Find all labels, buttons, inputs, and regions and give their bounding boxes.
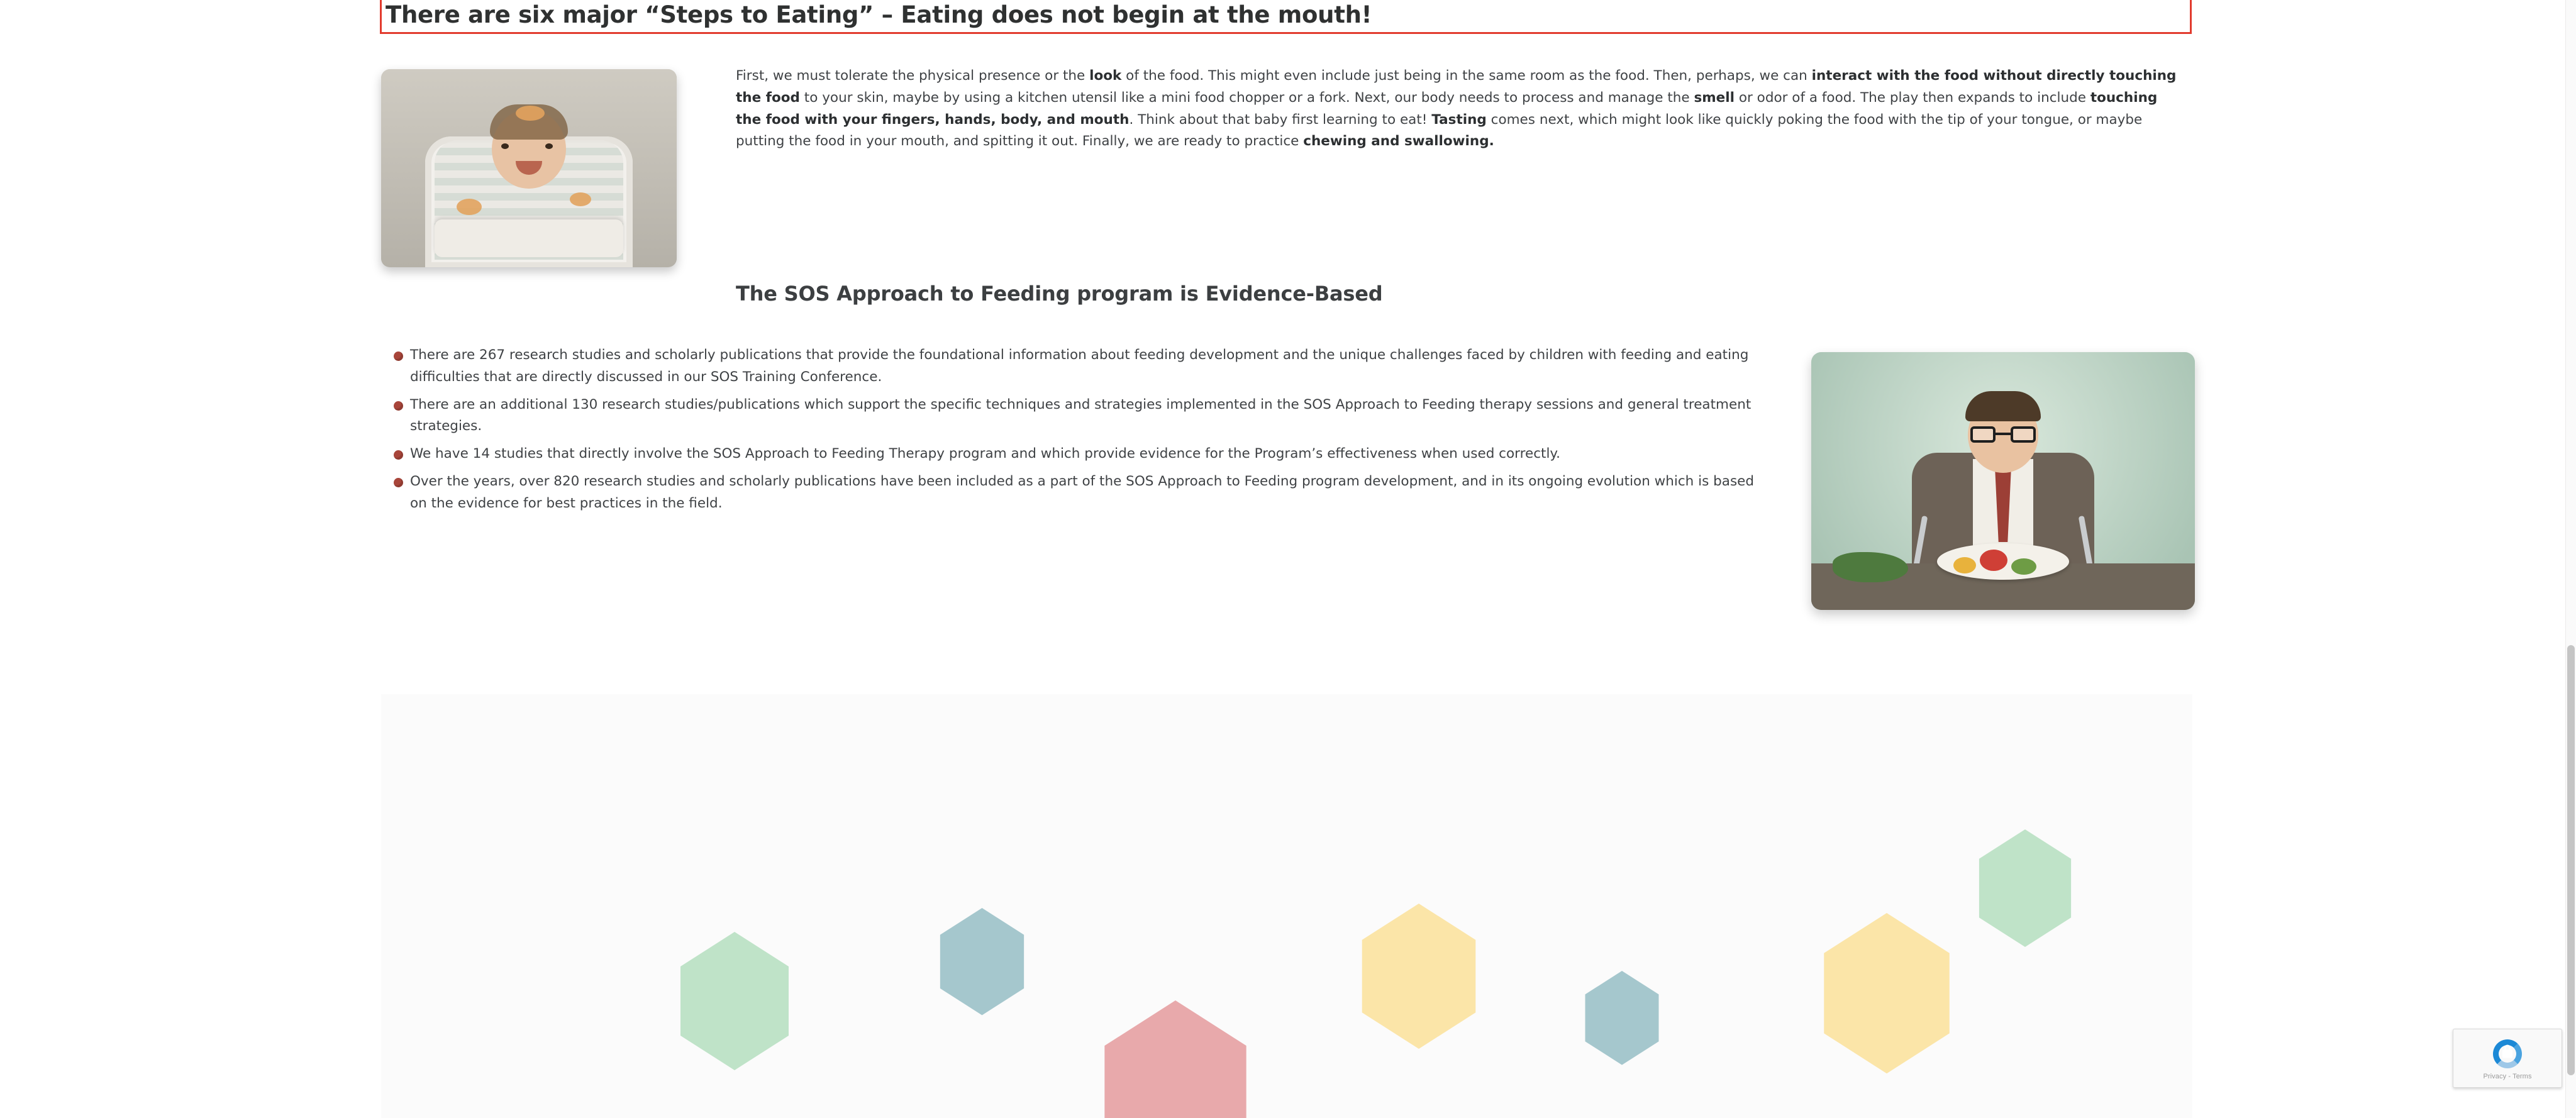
hex-pink-large	[1093, 1000, 1258, 1118]
intro-bold-phrase: interact with the food without directly touching the food	[736, 68, 2177, 106]
food-mess-2	[570, 192, 591, 206]
recaptcha-badge[interactable]	[2453, 1029, 2562, 1088]
baby-eye-left	[501, 143, 509, 149]
intro-bold-phrase: touching the food with your fingers, hands, body, and mouth	[736, 89, 2158, 128]
baby-photo	[381, 69, 677, 267]
intro-text: to your skin, maybe by using a kitchen utensil like a mini food chopper or a fork. Next, our body needs to process and manage the	[799, 89, 1694, 106]
hex-teal-small	[933, 908, 1031, 1016]
list-item-text: We have 14 studies that directly involve the SOS Approach to Feeding Therapy program and which provide evidence for the Program’s effectiveness when used correctly.	[410, 446, 1560, 462]
recaptcha-privacy-link[interactable]: Privacy	[2483, 1072, 2507, 1080]
list-item	[391, 443, 1762, 465]
tomato-shape	[1980, 550, 2007, 571]
intro-text: or odor of a food. The play then expands to include	[1735, 89, 2090, 106]
highchair-tray	[435, 219, 623, 257]
intro-bold-phrase: smell	[1694, 89, 1735, 106]
recaptcha-terms-link[interactable]: Terms	[2512, 1072, 2532, 1080]
decorative-hexagon-band	[381, 694, 2192, 1118]
section-subheading: The SOS Approach to Feeding program is Evidence-Based	[736, 282, 1383, 306]
intro-text: First, we must tolerate the physical presence or the	[736, 68, 1090, 84]
pepper-shape	[1953, 557, 1976, 573]
list-item	[391, 345, 1762, 389]
intro-bold-phrase: Tasting	[1431, 111, 1487, 128]
man-eating-photo	[1811, 352, 2195, 610]
man-hair	[1965, 391, 2041, 421]
list-item-text: There are 267 research studies and scholarly publications that provide the foundational information about feeding development and the unique challenges faced by children with feeding and eating difficulties that are directly discussed in our SOS Training Conference.	[410, 347, 1749, 385]
baby-eye-right	[545, 143, 553, 149]
intro-bold-phrase: look	[1089, 68, 1122, 84]
intro-text: comes next, which might look like quickly poking the food with the tip of your tongue, or maybe putting the food in your mouth, and spitting it out. Finally, we are ready to practice	[736, 111, 2143, 150]
list-item-text: There are an additional 130 research studies/publications which support the specific techniques and strategies implemented in the SOS Approach to Feeding therapy sessions and general treatment strategies.	[410, 396, 1752, 434]
evidence-bullet-list	[391, 345, 1762, 521]
food-mess-1	[457, 199, 482, 215]
intro-paragraph	[736, 65, 2182, 153]
bullet-dot-icon	[394, 401, 403, 411]
highlighted-heading-band	[380, 0, 2192, 34]
hex-teal-tiny	[1579, 971, 1665, 1065]
glasses-bridge	[1996, 433, 2011, 435]
hex-green-top	[1972, 829, 2079, 947]
glasses-lens-left	[1970, 426, 1996, 443]
list-item	[391, 394, 1762, 438]
page-scrollbar-thumb[interactable]	[2567, 645, 2575, 1075]
lock-icon	[2502, 1049, 2512, 1058]
recaptcha-separator: -	[2508, 1072, 2511, 1080]
bullet-dot-icon	[394, 450, 403, 460]
recaptcha-links[interactable]	[2483, 1073, 2531, 1080]
hex-yellow-right	[1814, 913, 1960, 1073]
list-item	[391, 471, 1762, 515]
lettuce-shape	[2011, 558, 2036, 575]
greens-shape	[1833, 552, 1908, 582]
intro-text: . Think about that baby first learning to eat!	[1129, 111, 1432, 128]
glasses-lens-right	[2011, 426, 2036, 443]
bullet-dot-icon	[394, 351, 403, 361]
recaptcha-logo-icon	[2490, 1037, 2524, 1071]
page-heading: There are six major “Steps to Eating” – Eating does not begin at the mouth!	[386, 1, 1372, 28]
glasses-icon	[1970, 426, 2036, 443]
list-item-text: Over the years, over 820 research studies and scholarly publications have been included as a part of the SOS Approach to Feeding program development, and in its ongoing evolution which is based on the evidence for best practices in the field.	[410, 473, 1755, 511]
intro-text: of the food. This might even include just being in the same room as the food. Then, perhaps, we can	[1121, 68, 1812, 84]
hex-yellow-mid	[1353, 904, 1485, 1049]
food-mess-3	[516, 106, 545, 121]
bullet-dot-icon	[394, 478, 403, 487]
hex-green-left	[672, 932, 797, 1070]
intro-bold-phrase: chewing and swallowing.	[1303, 133, 1494, 150]
page-scrollbar-track[interactable]	[2565, 0, 2576, 1118]
